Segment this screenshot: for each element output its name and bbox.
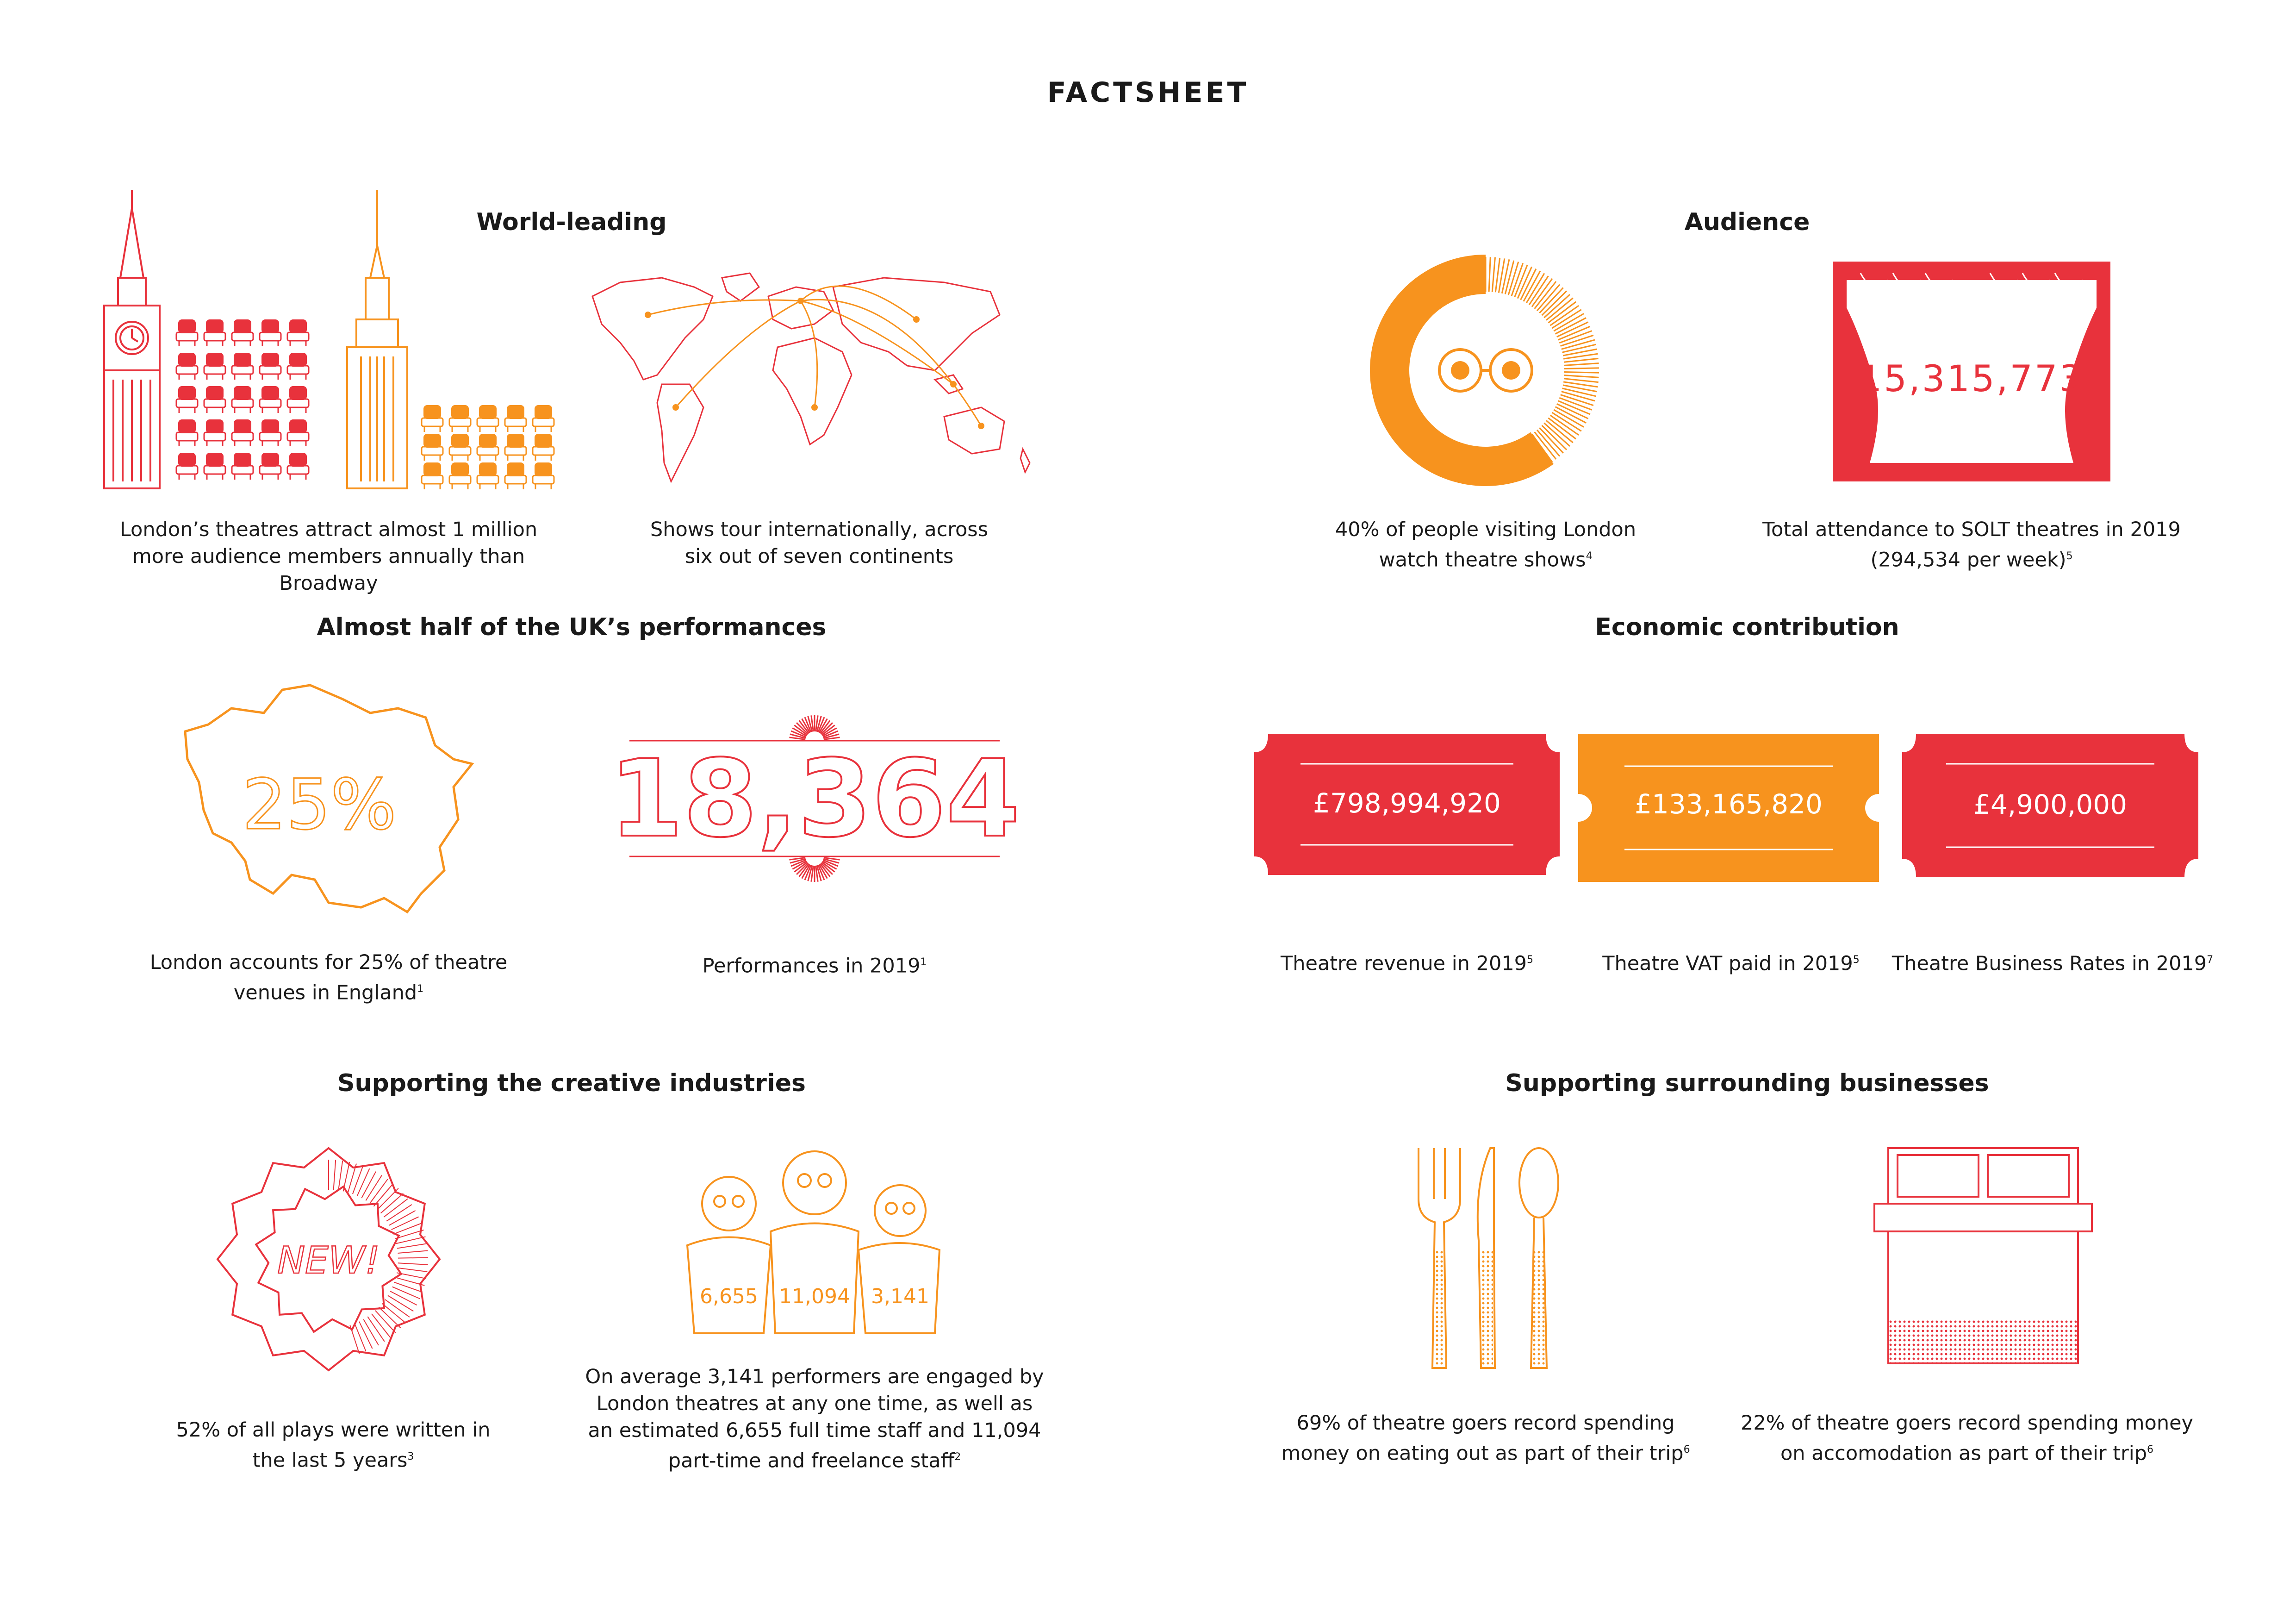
audience-donut-chart [1370,255,1601,486]
world-map-illustration [583,269,1051,491]
performances-heading: Almost half of the UK’s performances [317,613,827,641]
people-count-3: 3,141 [871,1285,929,1308]
audience-caption-1: 40% of people visiting London watch theatre shows$^4$ [1335,518,1636,572]
people-count-2: 11,094 [779,1285,850,1308]
world-leading-caption-1: London’s theatres attract almost 1 million more audience members annually than Broadway [119,518,538,595]
performances-count: 18,364 [609,737,1020,861]
creative-caption-2: On average 3,141 performers are engaged by London theatres at any one time, as well as an estimated 6,655 full time staff and 11,094 part-time and freelance staff$^2$ [585,1365,1044,1473]
performances-count-illustration [609,704,1020,898]
skyline-seats-illustration [93,185,509,491]
audience-caption-2: Total attendance to SOLT theatres in 2019 (294,534 per week)$^5$ [1762,518,2181,572]
world-leading-caption-2: Shows tour internationally, across six out of seven continents [650,518,989,568]
london-map-illustration [176,681,481,921]
ticket-1-caption: Theatre revenue in 2019$^5$ [1280,952,1534,975]
world-leading-heading: World-leading [476,208,667,236]
ticket-3 [1902,734,2198,877]
businesses-caption-1: 69% of theatre goers record spending money on eating out as part of their trip$^6$ [1281,1412,1690,1465]
people-illustration [685,1139,944,1333]
ticket-3-value: £4,900,000 [1973,789,2128,820]
businesses-caption-2: 22% of theatre goers record spending money on accomodation as part of their trip$^6$ [1740,1412,2194,1465]
theatre-curtain-illustration [1833,262,2110,481]
people-count-1: 6,655 [700,1285,758,1308]
economic-heading: Economic contribution [1595,613,1899,641]
performances-caption-2: Performances in 2019$^1$ [702,954,927,978]
new-badge-text: NEW! [277,1239,380,1282]
bed-illustration [1874,1148,2092,1366]
attendance-number: 15,315,773 [1859,358,2084,400]
businesses-heading: Supporting surrounding businesses [1505,1069,1989,1097]
creative-caption-1: 52% of all plays were written in the last 5 years$^3$ [176,1418,491,1472]
new-badge-illustration [218,1148,449,1380]
ticket-1 [1254,734,1560,875]
page-title: FACTSHEET [1047,76,1249,109]
map-percentage: 25% [242,765,397,845]
ticket-1-value: £798,994,920 [1313,787,1501,819]
cutlery-illustration [1416,1148,1569,1370]
ticket-2 [1578,734,1879,882]
ticket-2-value: £133,165,820 [1635,788,1823,820]
ticket-2-caption: Theatre VAT paid in 2019$^5$ [1602,952,1860,975]
audience-heading: Audience [1684,208,1810,236]
performances-caption-1: London accounts for 25% of theatre venues in England$^1$ [149,951,508,1005]
creative-heading: Supporting the creative industries [337,1069,806,1097]
ticket-3-caption: Theatre Business Rates in 2019$^7$ [1892,952,2214,975]
